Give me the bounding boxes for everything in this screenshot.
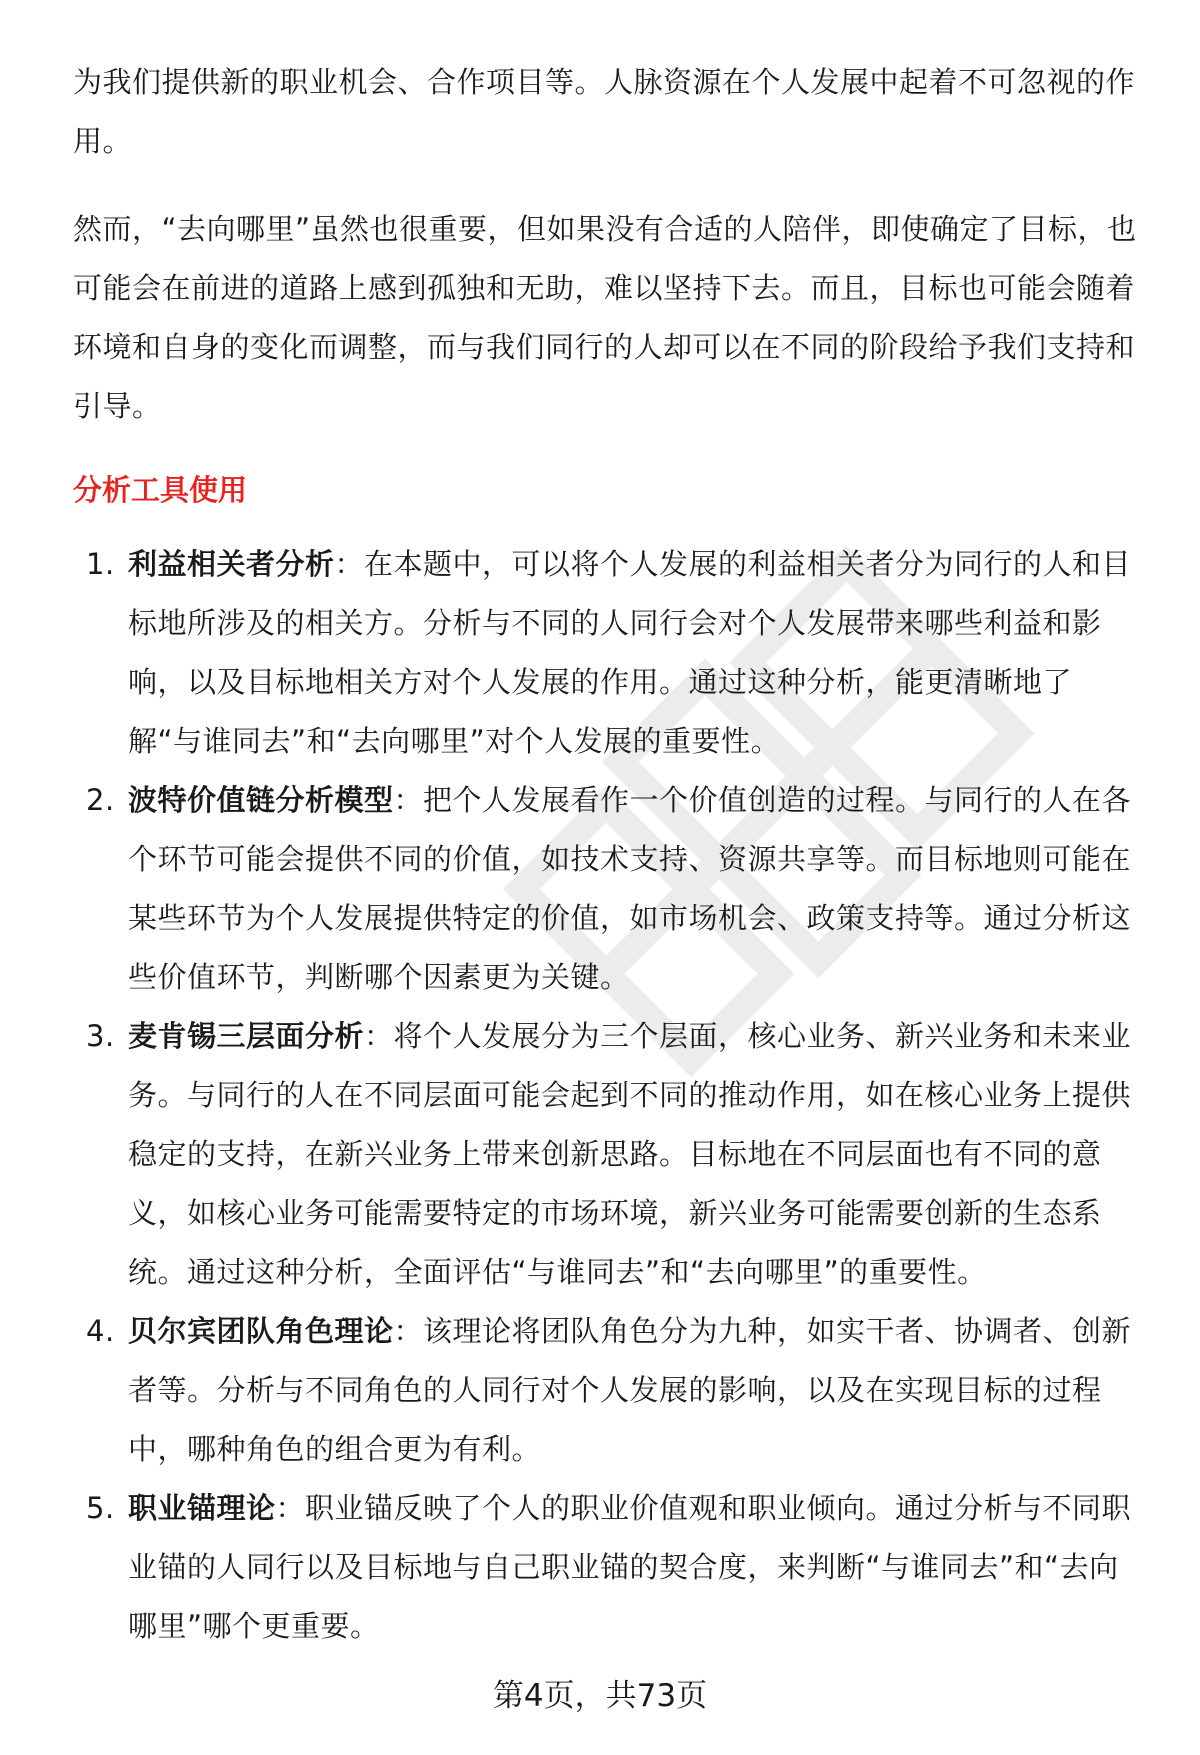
list-item-text: ：职业锚反映了个人的职业价值观和职业倾向。通过分析与不同职业锚的人同行以及目标地与自己职业锚的契合度，来判断“与谁同去”和“去向哪里”哪个更重要。	[128, 1491, 1132, 1643]
analysis-tools-list	[73, 535, 1143, 1656]
list-item-number: 3.	[86, 1019, 115, 1053]
list-item	[73, 535, 1143, 771]
paragraph-however: 然而，“去向哪里”虽然也很重要，但如果没有合适的人陪伴，即使确定了目标，也可能会在前进的道路上感到孤独和无助，难以坚持下去。而且，目标也可能会随着环境和自身的变化而调整，而与我们同行的人却可以在不同的阶段给予我们支持和引导。	[73, 212, 1137, 423]
list-item	[73, 1007, 1143, 1302]
list-item	[73, 771, 1143, 1007]
list-item-text: ：在本题中，可以将个人发展的利益相关者分为同行的人和目标地所涉及的相关方。分析与不同的人同行会对个人发展带来哪些利益和影响，以及目标地相关方对个人发展的作用。通过这种分析，能更清晰地了解“与谁同去”和“去向哪里”对个人发展的重要性。	[128, 547, 1132, 758]
list-item-number: 1.	[86, 547, 115, 581]
list-item-term: 贝尔宾团队角色理论	[128, 1314, 394, 1348]
list-item-number: 5.	[86, 1491, 115, 1525]
page-footer: 第4页，共73页	[492, 1678, 708, 1714]
list-item-text: ：把个人发展看作一个价值创造的过程。与同行的人在各个环节可能会提供不同的价值，如技术支持、资源共享等。而目标地则可能在某些环节为个人发展提供特定的价值，如市场机会、政策支持等。通过分析这些价值环节，判断哪个因素更为关键。	[128, 783, 1132, 994]
list-item-number: 2.	[86, 783, 115, 817]
list-item-term: 波特价值链分析模型	[128, 783, 394, 817]
paragraph-intro: 为我们提供新的职业机会、合作项目等。人脉资源在个人发展中起着不可忽视的作用。	[73, 65, 1136, 158]
list-item-term: 麦肯锡三层面分析	[128, 1019, 365, 1053]
list-item	[73, 1302, 1143, 1479]
list-item-term: 利益相关者分析	[128, 547, 335, 581]
section-heading: 分析工具使用	[73, 473, 248, 507]
list-item-term: 职业锚理论	[128, 1491, 276, 1525]
list-item-number: 4.	[86, 1314, 115, 1348]
list-item-text: ：将个人发展分为三个层面，核心业务、新兴业务和未来业务。与同行的人在不同层面可能会起到不同的推动作用，如在核心业务上提供稳定的支持，在新兴业务上带来创新思路。目标地在不同层面也有不同的意义，如核心业务可能需要特定的市场环境，新兴业务可能需要创新的生态系统。通过这种分析，全面评估“与谁同去”和“去向哪里”的重要性。	[128, 1019, 1132, 1289]
list-item	[73, 1479, 1143, 1656]
list-item-text: ：该理论将团队角色分为九种，如实干者、协调者、创新者等。分析与不同角色的人同行对个人发展的影响，以及在实现目标的过程中，哪种角色的组合更为有利。	[128, 1314, 1132, 1466]
